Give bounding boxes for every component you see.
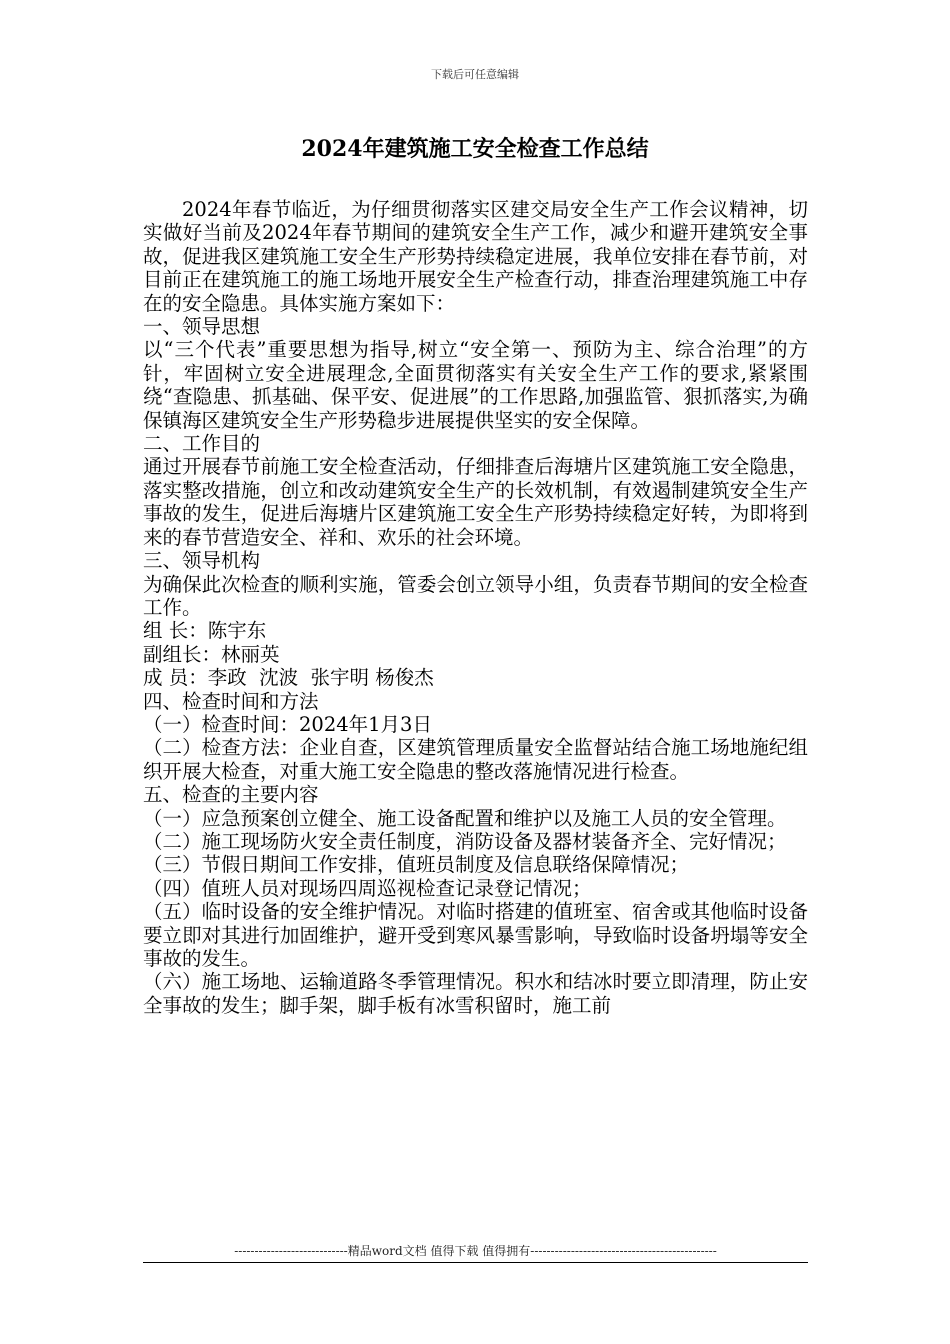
members-line: 成 员：李政 沈波 张宇明 杨俊杰 bbox=[143, 666, 434, 690]
list-item: （二）施工现场防火安全责任制度，消防设备及器材装备齐全、完好情况； bbox=[143, 829, 787, 853]
body-paragraph: 通过开展春节前施工安全检查活动，仔细排查后海塘片区建筑施工安全隐患，落实整改措施，创立和改动建筑安全生产的长效机制，有效遏制建筑安全生产事故的发生，促进后海塘片区建筑施工安全生产形势持续稳定好转，为即将到来的春节营造安全、祥和、欢乐的社会环境。 bbox=[143, 455, 808, 549]
body-paragraph: 为确保此次检查的顺利实施，管委会创立领导小组，负责春节期间的安全检查工作。 bbox=[143, 572, 808, 619]
document-body bbox=[143, 198, 808, 1017]
section-heading-main-content: 五、检查的主要内容 bbox=[143, 783, 319, 807]
list-item: （三）节假日期间工作安排，值班员制度及信息联络保障情况； bbox=[143, 853, 690, 877]
body-paragraph: 以“三个代表”重要思想为指导,树立“安全第一、预防为主、综合治理”的方针，牢固树立安全进展理念,全面贯彻落实有关安全生产工作的要求,紧紧围绕“查隐患、抓基础、保平安、促进展”的工作思路,加强监管、狠抓落实,为确保镇海区建筑安全生产形势稳步进展提供坚实的安全保障。 bbox=[143, 338, 808, 432]
footer-watermark-text: ----------------------------精品word文档 值得下载 值得拥有---------------------------------------------- bbox=[234, 1244, 717, 1258]
document-title: 2024年建筑施工安全检查工作总结 bbox=[301, 136, 649, 162]
intro-paragraph: 2024年春节临近，为仔细贯彻落实区建交局安全生产工作会议精神，切实做好当前及2024年春节期间的建筑安全生产工作，减少和避开建筑安全事故，促进我区建筑施工安全生产形势持续稳定进展，我单位安排在春节前，对目前正在建筑施工的施工场地开展安全生产检查行动，排查治理建筑施工中存在的安全隐患。具体实施方案如下： bbox=[143, 198, 808, 315]
list-item: （一）检查时间：2024年1月3日 bbox=[143, 712, 432, 736]
deputy-leader-line: 副组长：林丽英 bbox=[143, 642, 280, 666]
list-item: （二）检查方法：企业自查，区建筑管理质量安全监督站结合施工场地施纪组织开展大检查，对重大施工安全隐患的整改落施情况进行检查。 bbox=[143, 736, 808, 783]
section-heading-leadership-thought: 一、领导思想 bbox=[143, 315, 261, 339]
list-item: （一）应急预案创立健全、施工设备配置和维护以及施工人员的安全管理。 bbox=[143, 806, 787, 830]
section-heading-leadership-org: 三、领导机构 bbox=[143, 549, 261, 573]
header-note: 下载后可任意编辑 bbox=[431, 68, 519, 81]
leader-line: 组 长：陈宇东 bbox=[143, 619, 267, 643]
list-item: （四）值班人员对现场四周巡视检查记录登记情况； bbox=[143, 876, 592, 900]
list-item: （六）施工场地、运输道路冬季管理情况。积水和结冰时要立即清理，防止安全事故的发生；脚手架，脚手板有冰雪积留时，施工前 bbox=[143, 970, 808, 1017]
footer-divider bbox=[143, 1262, 808, 1263]
section-heading-work-goal: 二、工作目的 bbox=[143, 432, 261, 456]
list-item: （五）临时设备的安全维护情况。对临时搭建的值班室、宿舍或其他临时设备要立即对其进行加固维护，避开受到寒风暴雪影响，导致临时设备坍塌等安全事故的发生。 bbox=[143, 900, 808, 970]
section-heading-time-method: 四、检查时间和方法 bbox=[143, 689, 319, 713]
